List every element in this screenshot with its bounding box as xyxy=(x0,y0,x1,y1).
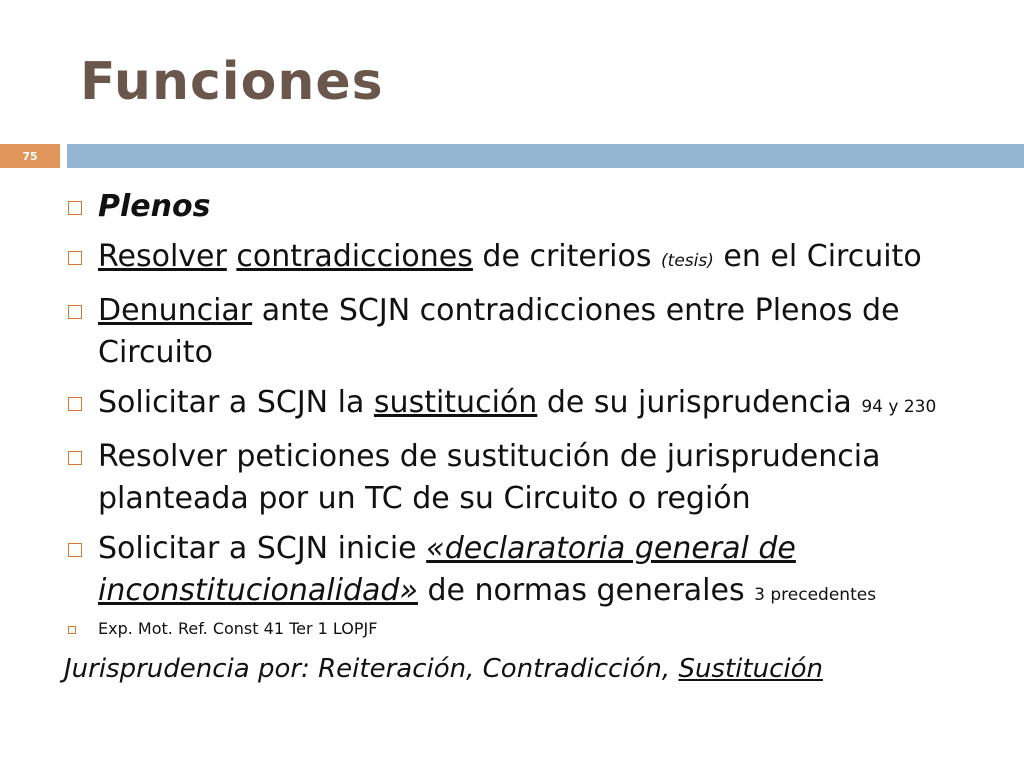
footer-note xyxy=(64,648,1004,690)
slide-number: 75 xyxy=(0,144,60,168)
underlined-word: Resolver xyxy=(98,239,227,274)
bullet-declaratoria xyxy=(64,528,1004,616)
bullet-exp-mot xyxy=(64,618,1004,640)
bullet-note: (tesis) xyxy=(661,251,714,271)
bullet-denunciar xyxy=(64,290,1004,374)
square-outline-icon xyxy=(68,543,82,557)
bullet-solicitar-sustitucion xyxy=(64,382,1004,428)
bullet-text: 41 Ter 1 xyxy=(263,619,328,638)
square-outline-icon xyxy=(68,626,76,634)
underlined-word: Denunciar xyxy=(98,293,253,328)
square-outline-icon xyxy=(68,397,82,411)
bullet-resolver-peticiones xyxy=(64,436,1004,520)
bullet-text: Solicitar a SCJN la xyxy=(98,385,365,420)
bullet-text: Exp. Mot. Ref. Const xyxy=(98,619,259,638)
bullet-text: ante SCJN contradicciones entre Plenos de Circuito xyxy=(98,293,900,370)
bullet-reference: 3 precedentes xyxy=(754,585,877,605)
underlined-word: contradicciones xyxy=(236,239,473,274)
square-outline-icon xyxy=(68,251,82,265)
bullet-text: de su jurisprudencia xyxy=(546,385,852,420)
slide-title: Funciones xyxy=(80,52,384,112)
bullet-text: de normas generales xyxy=(427,573,745,608)
bullet-text: Resolver peticiones de sustitución de jurisprudencia planteada por un TC de su Circuito o región xyxy=(98,439,881,516)
bullet-reference: LOPJF xyxy=(332,619,378,638)
header-bar xyxy=(67,144,1024,168)
underlined-word: Sustitución xyxy=(678,654,823,684)
square-outline-icon xyxy=(68,305,82,319)
bullet-text: de criterios xyxy=(482,239,652,274)
bullet-text: Plenos xyxy=(98,189,211,224)
footer-text: Jurisprudencia por: Reiteración, Contradicción, xyxy=(64,654,671,684)
bullet-text: en el Circuito xyxy=(723,239,922,274)
underlined-word: sustitución xyxy=(373,385,538,420)
square-outline-icon xyxy=(68,201,82,215)
bullet-reference: 94 y 230 xyxy=(861,397,937,417)
slide-content xyxy=(64,186,1004,690)
bullet-plenos xyxy=(64,186,1004,228)
bullet-resolver-contradicciones xyxy=(64,236,1004,282)
underlined-phrase: «declaratoria general de inconstitucionalidad» xyxy=(98,531,796,608)
square-outline-icon xyxy=(68,451,82,465)
bullet-text: Solicitar a SCJN inicie xyxy=(98,531,417,566)
